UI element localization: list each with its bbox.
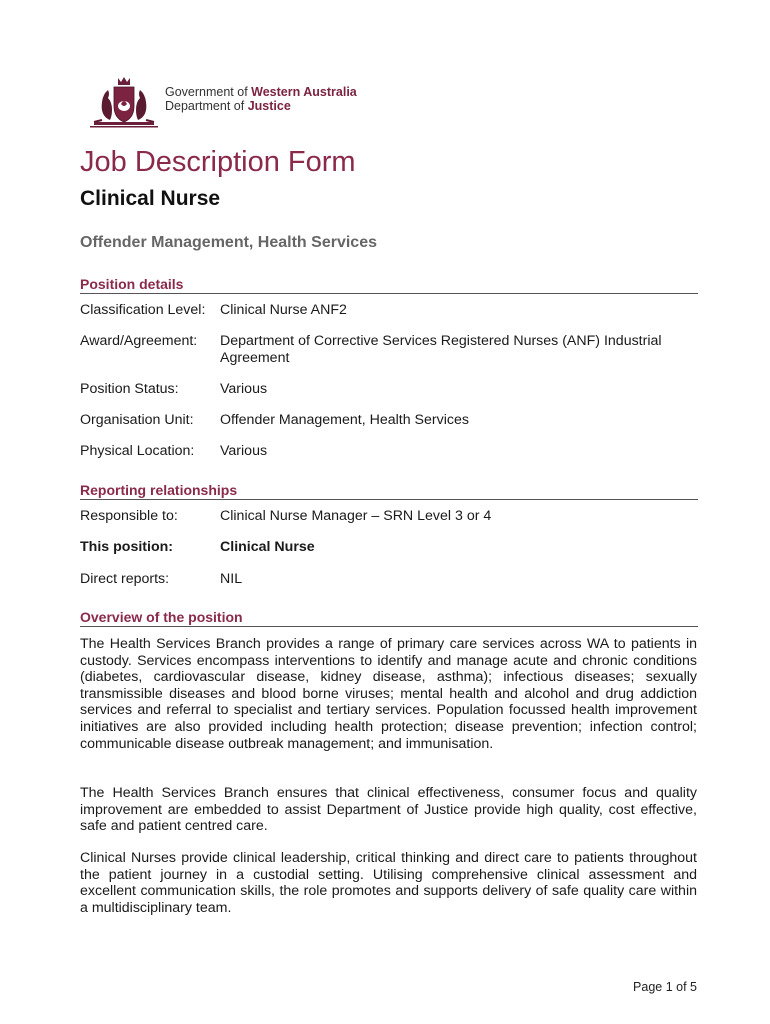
reporting-value: Clinical Nurse xyxy=(220,539,315,555)
section-heading-reporting: Reporting relationships xyxy=(80,482,698,500)
detail-label: Organisation Unit: xyxy=(80,412,194,428)
overview-paragraph: The Health Services Branch provides a range of primary care services across WA to patients in custody. Services encompass interventions to identify and manage acute and chronic conditions (diabetes, cardiovascular disease, kidney disease, asthma); infectious diseases; sexually transmissible diseases and blood borne viruses; mental health and alcohol and drug addiction services and referral to specialist and tertiary services. Population focussed health improvement initiatives are also provided including health protection; disease prevention; infection control; communicable disease outbreak management; and immunisation. xyxy=(80,636,697,752)
detail-label: Classification Level: xyxy=(80,302,206,318)
reporting-value: NIL xyxy=(220,571,243,587)
unit-heading: Offender Management, Health Services xyxy=(80,234,377,251)
overview-paragraph: Clinical Nurses provide clinical leadership, critical thinking and direct care to patients throughout the patient journey in a custodial setting. Utilising comprehensive clinical assessment and excellent communication skills, the role promotes and supports delivery of safe quality care within a multidisciplinary team. xyxy=(80,850,697,916)
section-heading-position-details: Position details xyxy=(80,276,698,294)
government-department-label xyxy=(165,85,357,113)
reporting-label: This position: xyxy=(80,539,173,555)
gov-state: Western Australia xyxy=(251,85,357,99)
overview-paragraph: The Health Services Branch ensures that clinical effectiveness, consumer focus and quality improvement are embedded to assist Department of Justice provide high quality, cost effective, safe and patient centred care. xyxy=(80,785,697,835)
dept-name: Justice xyxy=(247,99,291,113)
section-heading-overview: Overview of the position xyxy=(80,609,698,627)
detail-value: Various xyxy=(220,443,268,459)
detail-value: Department of Corrective Services Registered Nurses (ANF) Industrial Agreement xyxy=(220,333,662,366)
reporting-label: Responsible to: xyxy=(80,508,178,524)
document-title: Job Description Form xyxy=(80,146,356,178)
dept-prefix: Department of xyxy=(165,99,248,113)
reporting-label: Direct reports: xyxy=(80,571,170,587)
page-number: Page 1 of 5 xyxy=(633,980,697,994)
detail-value: Offender Management, Health Services xyxy=(220,412,469,428)
gov-prefix: Government of xyxy=(165,85,252,99)
detail-label: Award/Agreement: xyxy=(80,333,198,349)
detail-value: Various xyxy=(220,381,268,397)
position-title: Clinical Nurse xyxy=(80,187,221,210)
reporting-value: Clinical Nurse Manager – SRN Level 3 or 4 xyxy=(220,508,492,524)
detail-label: Position Status: xyxy=(80,381,179,397)
detail-label: Physical Location: xyxy=(80,443,195,459)
detail-value: Clinical Nurse ANF2 xyxy=(220,302,347,318)
wa-crest-logo xyxy=(88,76,160,130)
